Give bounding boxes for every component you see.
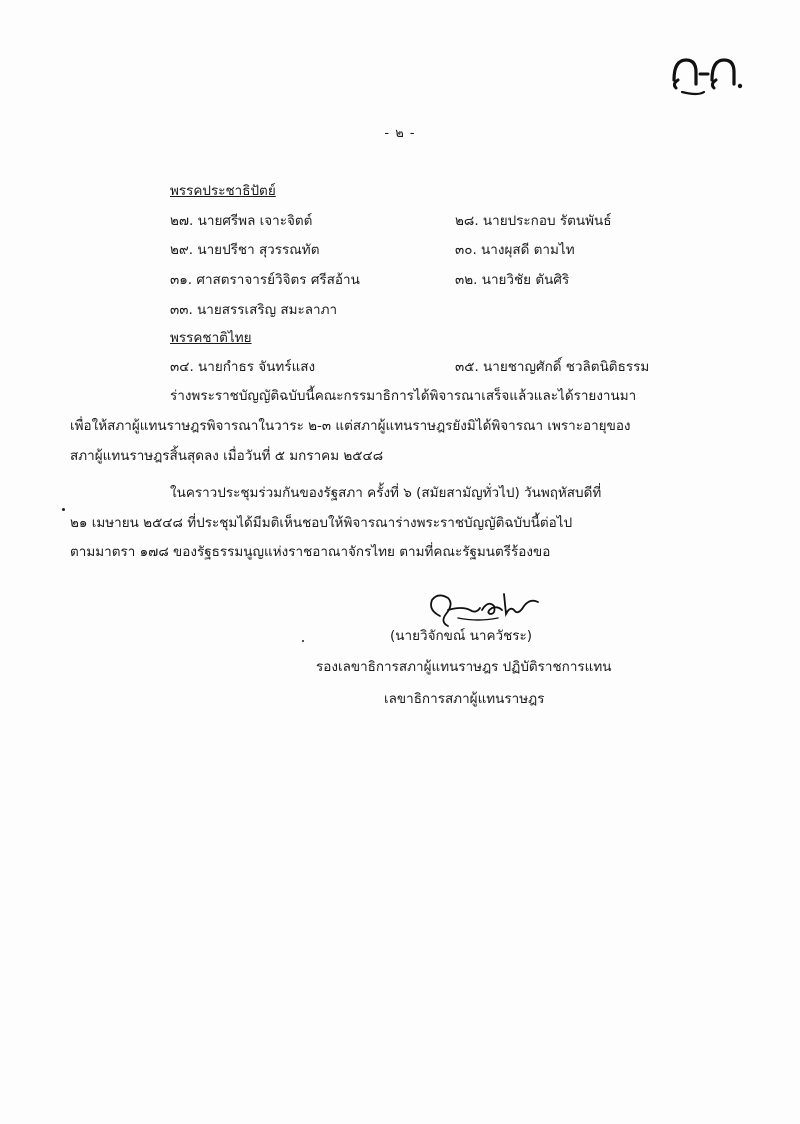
para1-line1: ร่างพระราชบัญญัติฉบับนี้คณะกรรมาธิการได้พิจารณาเสร็จแล้วและได้รายงานมา xyxy=(170,388,637,404)
margin-dot xyxy=(62,508,65,511)
para1-line2: เพื่อให้สภาผู้แทนราษฎรพิจารณาในวาระ ๒-๓ แต่สภาผู้แทนราษฎรยังมิได้พิจารณา เพราะอายุของ xyxy=(70,418,631,434)
member-29: ๒๙. นายปรีชา สุวรรณทัต xyxy=(170,242,320,258)
member-28: ๒๘. นายประกอบ รัตนพันธ์ xyxy=(455,213,612,229)
member-33: ๓๓. นายสรรเสริญ สมะลาภา xyxy=(170,302,338,318)
member-31: ๓๑. ศาสตราจารย์วิจิตร ศรีสอ้าน xyxy=(170,272,360,288)
page-number: - ๒ - xyxy=(384,126,416,141)
para2-line1: ในคราวประชุมร่วมกันของรัฐสภา ครั้งที่ ๖ (สมัยสามัญทั่วไป) วันพฤหัสบดีที่ xyxy=(170,485,602,501)
para2-line3: ตามมาตรา ๑๗๘ ของรัฐธรรมนูญแห่งราชอาณาจักรไทย ตามที่คณะรัฐมนตรีร้องขอ xyxy=(70,544,551,560)
para1-line3: สภาผู้แทนราษฎรสิ้นสุดลง เมื่อวันที่ ๕ มกราคม ๒๕๔๘ xyxy=(70,448,384,464)
handwritten-corner-mark xyxy=(668,50,748,100)
member-27: ๒๗. นายศรีพล เจาะจิตต์ xyxy=(170,213,313,229)
para2-line2: ๒๑ เมษายน ๒๕๔๘ ที่ประชุมได้มีมติเห็นชอบให้พิจารณาร่างพระราชบัญญัติฉบับนี้ต่อไป xyxy=(70,515,573,531)
party-heading-chartthai: พรรคชาติไทย xyxy=(170,330,252,346)
member-35: ๓๕. นายชาญศักดิ์ ชวลิตนิติธรรม xyxy=(455,359,650,375)
member-34: ๓๔. นายกำธร จันทร์แสง xyxy=(170,359,316,375)
member-32: ๓๒. นายวิชัย ตันศิริ xyxy=(455,272,570,288)
signatory-title-line2: เลขาธิการสภาผู้แทนราษฎร xyxy=(384,691,545,707)
member-30: ๓๐. นางผุสดี ตามไท xyxy=(455,242,575,258)
party-heading-democrat: พรรคประชาธิปัตย์ xyxy=(170,183,276,199)
signatory-title-line1: รองเลขาธิการสภาผู้แทนราษฎร ปฏิบัติราชการแทน xyxy=(316,659,612,675)
signatory-name: (นายวิจักขณ์ นาควัชระ) xyxy=(390,628,533,644)
stray-dot xyxy=(302,640,304,642)
